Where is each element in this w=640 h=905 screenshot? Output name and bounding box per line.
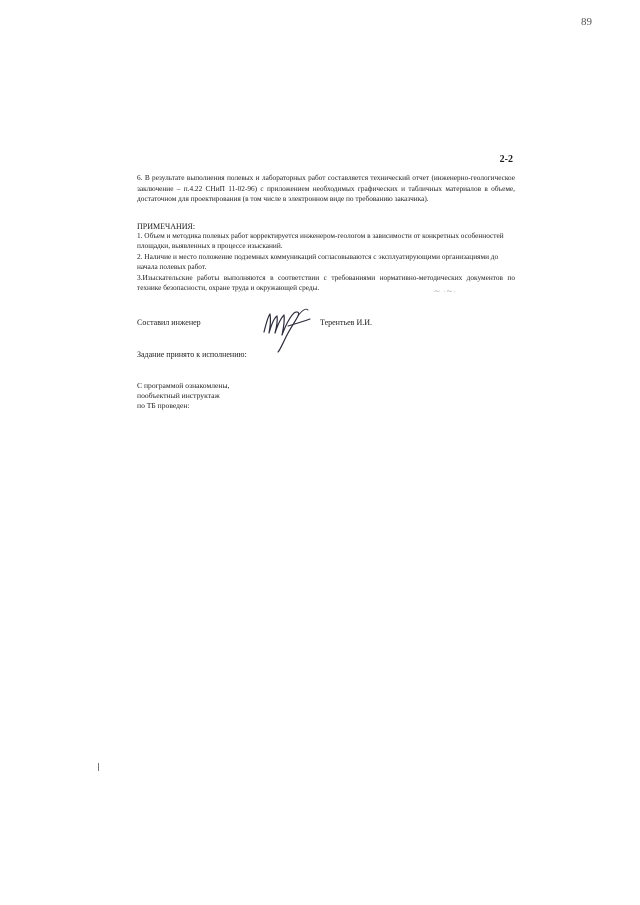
notes-list xyxy=(137,231,515,293)
handwritten-signature xyxy=(258,302,318,354)
sheet-number: 2-2 xyxy=(499,154,513,165)
faint-mark: ⁓ ·⁓· xyxy=(434,289,457,295)
note-item-3: 3.Изыскательские работы выполняются в соответствии с требованиями нормативно-методических документов по технике безопасности, охране труда и окружающей среды. xyxy=(137,272,515,293)
acquainted-line-1: С программой ознакомлены, xyxy=(137,381,230,390)
notes-heading: ПРИМЕЧАНИЯ: xyxy=(137,222,196,231)
compiled-by-label: Составил инженер xyxy=(137,318,201,327)
acquainted-line-2: пообъектный инструктаж xyxy=(137,390,220,400)
note-item-1: 1. Объем и методика полевых работ корректируется инженером-геологом в зависимости от конкретных особенностей площадки, выявленных в процессе изысканий. xyxy=(137,231,504,251)
page-number: 89 xyxy=(581,16,592,28)
engineer-name: Терентьев И.И. xyxy=(320,318,372,327)
paragraph-technical-report: 6. В результате выполнения полевых и лабораторных работ составляется технический отчет (инженерно-геологическое заключение – п.4.22 СНиП 11-02-96) с приложением необходимых графических и табличных материалов в объеме, достаточном для проектирования (в том числе в электронном виде по требованию заказчика). xyxy=(137,173,515,204)
task-accepted-label: Задание принято к исполнению: xyxy=(137,350,247,359)
margin-mark xyxy=(98,763,99,771)
acquainted-line-3: по ТБ проведен: xyxy=(137,400,190,410)
note-item-2: 2. Наличие и место положение подземных коммуникаций согласовываются с эксплуатирующими организациями до начала полевых работ. xyxy=(137,251,499,272)
acquainted-block xyxy=(137,381,230,410)
